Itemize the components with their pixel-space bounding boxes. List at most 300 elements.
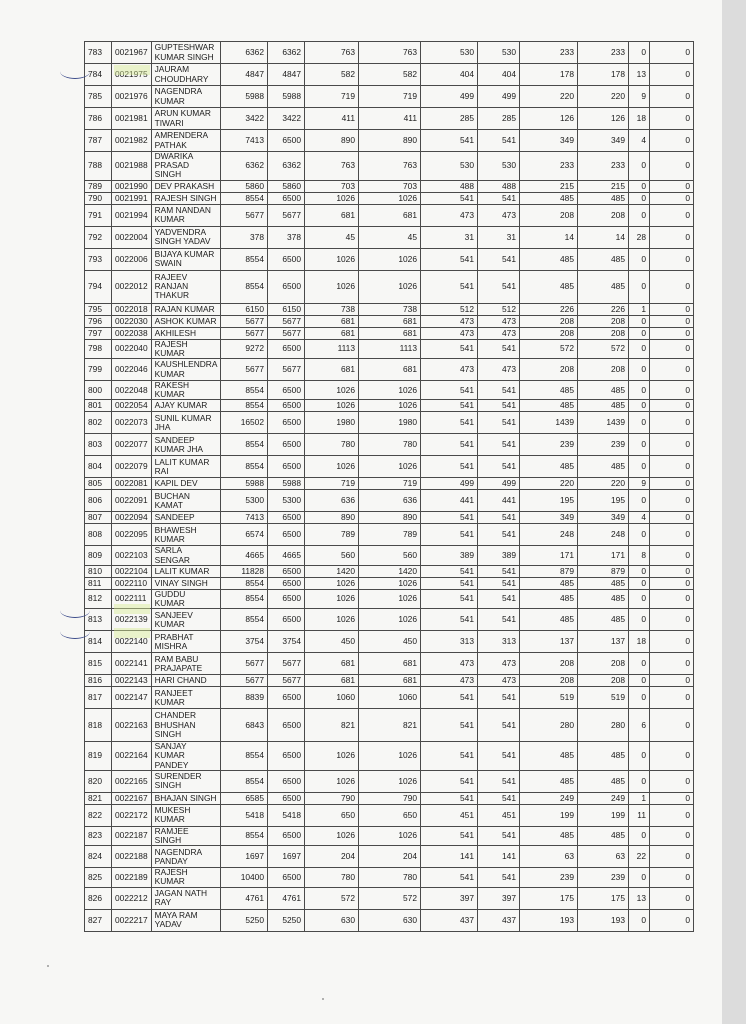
amount-cell: 890	[358, 130, 420, 152]
amount-cell: 141	[420, 846, 477, 868]
employee-name-cell: SUNIL KUMAR JHA	[151, 412, 220, 434]
table-row	[85, 770, 694, 792]
amount-cell: 473	[420, 359, 477, 381]
amount-cell: 0	[628, 381, 649, 400]
amount-cell: 178	[577, 64, 628, 86]
amount-cell: 703	[358, 180, 420, 192]
serial-cell: 807	[85, 512, 112, 524]
amount-cell: 541	[420, 589, 477, 608]
pen-tick-mark	[60, 603, 90, 618]
amount-cell: 233	[577, 152, 628, 181]
amount-cell: 6150	[267, 303, 304, 315]
serial-cell: 797	[85, 327, 112, 339]
table-row	[85, 359, 694, 381]
amount-cell: 0	[649, 108, 693, 130]
serial-cell: 819	[85, 742, 112, 771]
serial-cell: 798	[85, 339, 112, 358]
amount-cell: 8554	[220, 192, 267, 204]
employee-name-cell: JAURAM CHOUDHARY	[151, 64, 220, 86]
employee-name-cell: RAMJEE SINGH	[151, 826, 220, 845]
amount-cell: 0	[628, 742, 649, 771]
amount-cell: 0	[649, 868, 693, 887]
amount-cell: 45	[304, 226, 358, 248]
table-row	[85, 327, 694, 339]
amount-cell: 6500	[267, 792, 304, 804]
amount-cell: 8554	[220, 434, 267, 456]
table-row	[85, 909, 694, 931]
amount-cell: 681	[358, 315, 420, 327]
amount-cell: 5677	[220, 653, 267, 675]
employee-name-cell: RAM BABU PRAJAPATE	[151, 653, 220, 675]
amount-cell: 0	[649, 804, 693, 826]
amount-cell: 0	[628, 327, 649, 339]
amount-cell: 541	[420, 770, 477, 792]
amount-cell: 6150	[220, 303, 267, 315]
amount-cell: 0	[628, 152, 649, 181]
amount-cell: 485	[577, 381, 628, 400]
amount-cell: 137	[577, 631, 628, 653]
amount-cell: 541	[477, 609, 519, 631]
employee-id-cell: 0022054	[112, 400, 152, 412]
amount-cell: 890	[358, 512, 420, 524]
amount-cell: 499	[420, 86, 477, 108]
amount-cell: 0	[628, 270, 649, 303]
amount-cell: 890	[304, 512, 358, 524]
employee-id-cell: 0022143	[112, 675, 152, 687]
amount-cell: 5860	[267, 180, 304, 192]
amount-cell: 681	[304, 315, 358, 327]
amount-cell: 473	[420, 675, 477, 687]
amount-cell: 1980	[304, 412, 358, 434]
amount-cell: 0	[649, 180, 693, 192]
amount-cell: 239	[577, 868, 628, 887]
amount-cell: 681	[358, 359, 420, 381]
amount-cell: 485	[577, 577, 628, 589]
amount-cell: 5677	[267, 315, 304, 327]
amount-cell: 0	[649, 204, 693, 226]
serial-cell: 820	[85, 770, 112, 792]
amount-cell: 0	[628, 204, 649, 226]
amount-cell: 8	[628, 546, 649, 565]
employee-name-cell: GUPTESHWAR KUMAR SINGH	[151, 42, 220, 64]
amount-cell: 541	[477, 456, 519, 478]
amount-cell: 4665	[267, 546, 304, 565]
employee-name-cell: VINAY SINGH	[151, 577, 220, 589]
amount-cell: 249	[519, 792, 577, 804]
amount-cell: 541	[420, 192, 477, 204]
amount-cell: 780	[304, 868, 358, 887]
amount-cell: 0	[649, 524, 693, 546]
amount-cell: 5988	[220, 478, 267, 490]
table-row	[85, 381, 694, 400]
employee-id-cell: 0022040	[112, 339, 152, 358]
amount-cell: 530	[477, 152, 519, 181]
serial-cell: 824	[85, 846, 112, 868]
amount-cell: 378	[267, 226, 304, 248]
employee-name-cell: BUCHAN KAMAT	[151, 490, 220, 512]
amount-cell: 13	[628, 64, 649, 86]
table-row	[85, 108, 694, 130]
amount-cell: 485	[519, 577, 577, 589]
amount-cell: 485	[519, 456, 577, 478]
amount-cell: 1060	[304, 687, 358, 709]
serial-cell: 801	[85, 400, 112, 412]
table-row	[85, 631, 694, 653]
employee-id-cell: 0022172	[112, 804, 152, 826]
amount-cell: 0	[628, 868, 649, 887]
amount-cell: 0	[649, 339, 693, 358]
amount-cell: 1026	[358, 577, 420, 589]
amount-cell: 763	[358, 42, 420, 64]
amount-cell: 541	[420, 339, 477, 358]
employee-name-cell: SANJEEV KUMAR	[151, 609, 220, 631]
amount-cell: 0	[649, 248, 693, 270]
amount-cell: 5677	[267, 204, 304, 226]
amount-cell: 650	[304, 804, 358, 826]
amount-cell: 10400	[220, 868, 267, 887]
amount-cell: 681	[358, 675, 420, 687]
amount-cell: 248	[577, 524, 628, 546]
amount-cell: 473	[477, 204, 519, 226]
employee-id-cell: 0022095	[112, 524, 152, 546]
amount-cell: 485	[577, 589, 628, 608]
amount-cell: 215	[577, 180, 628, 192]
amount-cell: 5677	[220, 327, 267, 339]
amount-cell: 6500	[267, 826, 304, 845]
amount-cell: 636	[304, 490, 358, 512]
amount-cell: 473	[420, 204, 477, 226]
amount-cell: 485	[577, 192, 628, 204]
amount-cell: 397	[420, 887, 477, 909]
amount-cell: 485	[519, 742, 577, 771]
amount-cell: 0	[649, 826, 693, 845]
table-row	[85, 303, 694, 315]
serial-cell: 791	[85, 204, 112, 226]
serial-cell: 816	[85, 675, 112, 687]
serial-cell: 823	[85, 826, 112, 845]
amount-cell: 1980	[358, 412, 420, 434]
amount-cell: 6500	[267, 770, 304, 792]
table-row	[85, 456, 694, 478]
serial-cell: 784	[85, 64, 112, 86]
amount-cell: 208	[519, 327, 577, 339]
amount-cell: 473	[420, 327, 477, 339]
amount-cell: 397	[477, 887, 519, 909]
employee-name-cell: DWARIKA PRASAD SINGH	[151, 152, 220, 181]
employee-name-cell: RAM NANDAN KUMAR	[151, 204, 220, 226]
amount-cell: 8554	[220, 400, 267, 412]
serial-cell: 787	[85, 130, 112, 152]
amount-cell: 349	[519, 512, 577, 524]
amount-cell: 208	[577, 675, 628, 687]
amount-cell: 6500	[267, 192, 304, 204]
employee-contribution-table	[84, 41, 694, 932]
amount-cell: 1026	[304, 270, 358, 303]
table-body	[85, 42, 694, 932]
amount-cell: 681	[304, 327, 358, 339]
amount-cell: 0	[628, 339, 649, 358]
employee-name-cell: MUKESH KUMAR	[151, 804, 220, 826]
amount-cell: 473	[420, 653, 477, 675]
amount-cell: 14	[519, 226, 577, 248]
amount-cell: 63	[577, 846, 628, 868]
amount-cell: 208	[519, 204, 577, 226]
amount-cell: 6500	[267, 687, 304, 709]
highlight-mark	[114, 604, 150, 614]
employee-id-cell: 0022018	[112, 303, 152, 315]
amount-cell: 499	[420, 478, 477, 490]
table-row	[85, 434, 694, 456]
amount-cell: 560	[358, 546, 420, 565]
employee-name-cell: SANDEEP KUMAR JHA	[151, 434, 220, 456]
serial-cell: 800	[85, 381, 112, 400]
employee-name-cell: YADVENDRA SINGH YADAV	[151, 226, 220, 248]
highlight-mark	[114, 628, 150, 638]
amount-cell: 541	[477, 826, 519, 845]
amount-cell: 220	[577, 478, 628, 490]
amount-cell: 890	[304, 130, 358, 152]
amount-cell: 6362	[220, 42, 267, 64]
amount-cell: 541	[477, 577, 519, 589]
employee-name-cell: SANJAY KUMAR PANDEY	[151, 742, 220, 771]
employee-name-cell: PRABHAT MISHRA	[151, 631, 220, 653]
amount-cell: 636	[358, 490, 420, 512]
amount-cell: 6500	[267, 565, 304, 577]
amount-cell: 404	[477, 64, 519, 86]
amount-cell: 199	[577, 804, 628, 826]
page-edge	[722, 0, 746, 1024]
amount-cell: 821	[304, 709, 358, 742]
amount-cell: 220	[519, 478, 577, 490]
amount-cell: 0	[628, 315, 649, 327]
employee-id-cell: 0021982	[112, 130, 152, 152]
amount-cell: 485	[577, 742, 628, 771]
amount-cell: 512	[420, 303, 477, 315]
table-row	[85, 490, 694, 512]
amount-cell: 0	[628, 687, 649, 709]
amount-cell: 0	[628, 248, 649, 270]
employee-name-cell: RAJESH KUMAR	[151, 868, 220, 887]
amount-cell: 450	[304, 631, 358, 653]
amount-cell: 8554	[220, 248, 267, 270]
amount-cell: 451	[477, 804, 519, 826]
amount-cell: 541	[420, 270, 477, 303]
amount-cell: 3422	[267, 108, 304, 130]
amount-cell: 1026	[304, 381, 358, 400]
amount-cell: 541	[477, 792, 519, 804]
employee-name-cell: GUDDU KUMAR	[151, 589, 220, 608]
amount-cell: 541	[420, 434, 477, 456]
amount-cell: 485	[519, 400, 577, 412]
amount-cell: 473	[420, 315, 477, 327]
amount-cell: 488	[420, 180, 477, 192]
amount-cell: 512	[477, 303, 519, 315]
amount-cell: 0	[628, 675, 649, 687]
employee-id-cell: 0022030	[112, 315, 152, 327]
serial-cell: 790	[85, 192, 112, 204]
serial-cell: 795	[85, 303, 112, 315]
table-row	[85, 565, 694, 577]
amount-cell: 541	[420, 524, 477, 546]
amount-cell: 441	[477, 490, 519, 512]
amount-cell: 572	[519, 339, 577, 358]
amount-cell: 8554	[220, 770, 267, 792]
amount-cell: 3422	[220, 108, 267, 130]
table-row	[85, 524, 694, 546]
amount-cell: 411	[358, 108, 420, 130]
amount-cell: 0	[649, 412, 693, 434]
amount-cell: 450	[358, 631, 420, 653]
amount-cell: 0	[649, 152, 693, 181]
amount-cell: 5250	[267, 909, 304, 931]
amount-cell: 703	[304, 180, 358, 192]
amount-cell: 0	[649, 86, 693, 108]
amount-cell: 0	[628, 589, 649, 608]
employee-name-cell: ARUN KUMAR TIWARI	[151, 108, 220, 130]
employee-id-cell: 0022091	[112, 490, 152, 512]
serial-cell: 789	[85, 180, 112, 192]
amount-cell: 541	[420, 742, 477, 771]
serial-cell: 786	[85, 108, 112, 130]
table-row	[85, 180, 694, 192]
employee-id-cell: 0022167	[112, 792, 152, 804]
employee-id-cell: 0022104	[112, 565, 152, 577]
employee-name-cell: RAKESH KUMAR	[151, 381, 220, 400]
amount-cell: 378	[220, 226, 267, 248]
amount-cell: 208	[577, 359, 628, 381]
table-row	[85, 589, 694, 608]
amount-cell: 1026	[304, 400, 358, 412]
amount-cell: 541	[477, 400, 519, 412]
amount-cell: 541	[420, 709, 477, 742]
table-row	[85, 868, 694, 887]
amount-cell: 0	[649, 130, 693, 152]
amount-cell: 220	[519, 86, 577, 108]
serial-cell: 812	[85, 589, 112, 608]
employee-name-cell: ASHOK KUMAR	[151, 315, 220, 327]
amount-cell: 541	[420, 248, 477, 270]
amount-cell: 485	[519, 770, 577, 792]
amount-cell: 1113	[304, 339, 358, 358]
amount-cell: 63	[519, 846, 577, 868]
amount-cell: 6362	[267, 152, 304, 181]
table-row	[85, 400, 694, 412]
amount-cell: 485	[519, 381, 577, 400]
table-row	[85, 192, 694, 204]
amount-cell: 6843	[220, 709, 267, 742]
amount-cell: 541	[477, 524, 519, 546]
amount-cell: 0	[628, 577, 649, 589]
amount-cell: 5677	[267, 675, 304, 687]
employee-name-cell: AKHILESH	[151, 327, 220, 339]
amount-cell: 541	[477, 770, 519, 792]
table-row	[85, 478, 694, 490]
amount-cell: 541	[477, 270, 519, 303]
amount-cell: 208	[577, 315, 628, 327]
amount-cell: 11	[628, 804, 649, 826]
table-row	[85, 792, 694, 804]
amount-cell: 0	[628, 400, 649, 412]
amount-cell: 485	[519, 192, 577, 204]
amount-cell: 5677	[267, 327, 304, 339]
amount-cell: 5418	[267, 804, 304, 826]
amount-cell: 18	[628, 631, 649, 653]
amount-cell: 137	[519, 631, 577, 653]
employee-id-cell: 0022140	[112, 631, 152, 653]
amount-cell: 175	[577, 887, 628, 909]
employee-name-cell: KAUSHLENDRA KUMAR	[151, 359, 220, 381]
amount-cell: 541	[420, 512, 477, 524]
amount-cell: 195	[519, 490, 577, 512]
employee-name-cell: NAGENDRA KUMAR	[151, 86, 220, 108]
amount-cell: 215	[519, 180, 577, 192]
amount-cell: 3754	[267, 631, 304, 653]
amount-cell: 6362	[267, 42, 304, 64]
employee-id-cell: 0022217	[112, 909, 152, 931]
amount-cell: 5300	[267, 490, 304, 512]
amount-cell: 0	[628, 565, 649, 577]
employee-id-cell: 0021976	[112, 86, 152, 108]
amount-cell: 193	[577, 909, 628, 931]
employee-id-cell: 0022081	[112, 478, 152, 490]
amount-cell: 7413	[220, 512, 267, 524]
employee-name-cell: BHAWESH KUMAR	[151, 524, 220, 546]
amount-cell: 8554	[220, 577, 267, 589]
amount-cell: 226	[577, 303, 628, 315]
amount-cell: 681	[358, 204, 420, 226]
amount-cell: 6362	[220, 152, 267, 181]
amount-cell: 8554	[220, 589, 267, 608]
employee-id-cell: 0022147	[112, 687, 152, 709]
amount-cell: 204	[304, 846, 358, 868]
amount-cell: 171	[519, 546, 577, 565]
serial-cell: 799	[85, 359, 112, 381]
amount-cell: 6500	[267, 868, 304, 887]
serial-cell: 794	[85, 270, 112, 303]
amount-cell: 226	[519, 303, 577, 315]
amount-cell: 6500	[267, 524, 304, 546]
amount-cell: 560	[304, 546, 358, 565]
amount-cell: 233	[577, 42, 628, 64]
amount-cell: 681	[304, 653, 358, 675]
amount-cell: 239	[519, 868, 577, 887]
amount-cell: 6500	[267, 400, 304, 412]
amount-cell: 195	[577, 490, 628, 512]
serial-cell: 810	[85, 565, 112, 577]
table-row	[85, 270, 694, 303]
amount-cell: 0	[649, 478, 693, 490]
amount-cell: 485	[519, 270, 577, 303]
amount-cell: 541	[477, 339, 519, 358]
amount-cell: 0	[649, 770, 693, 792]
amount-cell: 4	[628, 130, 649, 152]
amount-cell: 280	[519, 709, 577, 742]
amount-cell: 1026	[358, 400, 420, 412]
amount-cell: 0	[628, 490, 649, 512]
amount-cell: 1	[628, 792, 649, 804]
amount-cell: 473	[477, 315, 519, 327]
amount-cell: 208	[519, 359, 577, 381]
amount-cell: 4	[628, 512, 649, 524]
amount-cell: 4761	[220, 887, 267, 909]
amount-cell: 6574	[220, 524, 267, 546]
amount-cell: 541	[420, 412, 477, 434]
amount-cell: 879	[519, 565, 577, 577]
amount-cell: 0	[649, 512, 693, 524]
amount-cell: 18	[628, 108, 649, 130]
serial-cell: 803	[85, 434, 112, 456]
amount-cell: 0	[649, 631, 693, 653]
